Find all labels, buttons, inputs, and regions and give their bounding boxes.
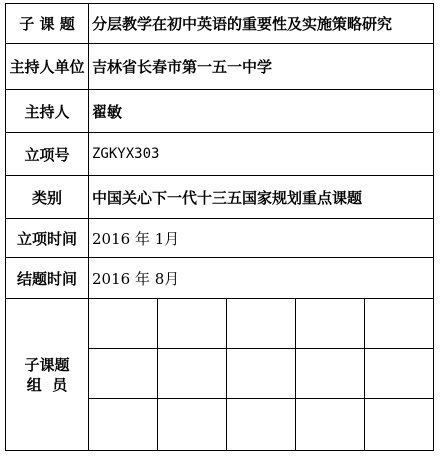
row-subtopic — [6, 4, 434, 44]
host-unit-label: 主持人单位 — [6, 44, 89, 90]
research-info-form — [5, 3, 434, 451]
member-cell — [227, 349, 296, 399]
member-cell — [296, 299, 365, 349]
row-project-number — [6, 133, 434, 176]
project-number-label: 立项号 — [6, 133, 89, 176]
member-cell — [227, 299, 296, 349]
member-cell — [158, 399, 227, 451]
completion-time-value: 2016 年 8月 — [89, 258, 434, 299]
member-cell — [89, 299, 158, 349]
members-label-line2: 组 员 — [26, 375, 68, 394]
member-cell — [365, 349, 434, 399]
member-cell — [296, 349, 365, 399]
category-value: 中国关心下一代十三五国家规划重点课题 — [89, 176, 434, 219]
member-cell — [158, 299, 227, 349]
project-number-value: ZGKYX303 — [89, 133, 434, 176]
host-value: 翟敏 — [89, 90, 434, 133]
row-host-unit — [6, 44, 434, 90]
member-cell — [227, 399, 296, 451]
member-cell — [158, 349, 227, 399]
approval-time-label: 立项时间 — [6, 219, 89, 258]
row-host — [6, 90, 434, 133]
category-label: 类别 — [6, 176, 89, 219]
members-row — [6, 299, 434, 349]
row-completion-time — [6, 258, 434, 299]
members-label — [6, 299, 89, 451]
subtopic-label: 子 课 题 — [6, 4, 89, 44]
members-label-line1: 子课题 — [24, 355, 70, 374]
member-cell — [89, 399, 158, 451]
subtopic-value: 分层教学在初中英语的重要性及实施策略研究 — [89, 4, 434, 44]
member-cell — [365, 399, 434, 451]
member-cell — [365, 299, 434, 349]
member-cell — [89, 349, 158, 399]
row-approval-time — [6, 219, 434, 258]
row-category — [6, 176, 434, 219]
members-label-text — [24, 355, 69, 395]
approval-time-value: 2016 年 1月 — [89, 219, 434, 258]
host-unit-value: 吉林省长春市第一五一中学 — [89, 44, 434, 90]
host-label: 主持人 — [6, 90, 89, 133]
member-cell — [296, 399, 365, 451]
completion-time-label: 结题时间 — [6, 258, 89, 299]
